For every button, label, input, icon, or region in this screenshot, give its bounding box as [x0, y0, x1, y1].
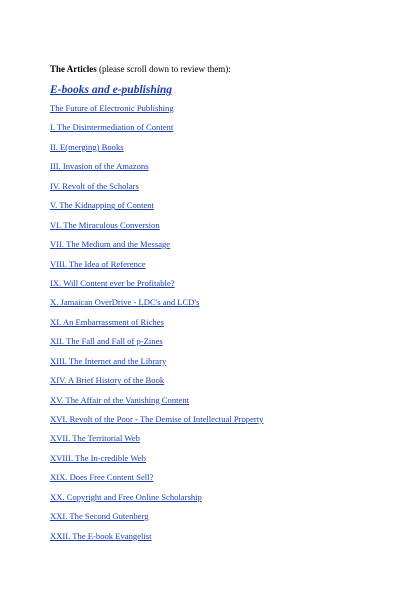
- list-item: [50, 142, 263, 161]
- article-link[interactable]: III. Invasion of the Amazons: [50, 161, 149, 172]
- list-item: [50, 453, 263, 472]
- list-item: [50, 259, 263, 278]
- list-item: [50, 103, 263, 122]
- article-link[interactable]: IV. Revolt of the Scholars: [50, 180, 139, 191]
- list-item: [50, 278, 263, 297]
- article-link[interactable]: XIV. A Brief History of the Book: [50, 375, 165, 386]
- list-item: [50, 161, 263, 180]
- list-item: [50, 239, 263, 258]
- section-heading-link[interactable]: E-books and e-publishing: [50, 84, 173, 96]
- article-link[interactable]: X. Jamaican OverDrive - LDC's and LCD's: [50, 297, 200, 308]
- article-link[interactable]: XIII. The Internet and the Library: [50, 355, 167, 366]
- article-link[interactable]: VIII. The Idea of Reference: [50, 258, 146, 269]
- article-link[interactable]: XVIII. The In-credible Web: [50, 452, 146, 463]
- article-link[interactable]: XXII. The E-book Evangelist: [50, 530, 152, 541]
- list-item: [50, 122, 263, 141]
- article-link[interactable]: VII. The Medium and the Message: [50, 239, 171, 250]
- article-link[interactable]: II. E(merging) Books: [50, 141, 124, 152]
- articles-intro-text: (please scroll down to review them):: [96, 64, 231, 74]
- article-link[interactable]: XII. The Fall and Fall of p-Zines: [50, 336, 163, 347]
- list-item: [50, 297, 263, 316]
- list-item: [50, 433, 263, 452]
- article-link[interactable]: XVII. The Territorial Web: [50, 433, 140, 444]
- list-item: [50, 492, 263, 511]
- article-link[interactable]: VI. The Miraculous Conversion: [50, 219, 160, 230]
- article-link[interactable]: XXI. The Second Gutenberg: [50, 511, 149, 522]
- article-list: [50, 103, 263, 550]
- list-item: [50, 531, 263, 550]
- article-link[interactable]: XVI. Revolt of the Poor - The Demise of Intellectual Property: [50, 414, 264, 424]
- list-item: [50, 414, 263, 433]
- article-link[interactable]: XV. The Affair of the Vanishing Content: [50, 394, 190, 405]
- article-link[interactable]: The Future of Electronic Publishing: [50, 103, 174, 113]
- list-item: [50, 511, 263, 530]
- list-item: [50, 200, 263, 219]
- list-item: [50, 220, 263, 239]
- list-item: [50, 356, 263, 375]
- article-link[interactable]: XX. Copyright and Free Online Scholarship: [50, 491, 202, 502]
- article-link[interactable]: XI. An Embarrassment of Riches: [50, 316, 164, 327]
- articles-intro-lead: The Articles: [50, 64, 97, 74]
- list-item: [50, 181, 263, 200]
- article-link[interactable]: XIX. Does Free Content Sell?: [50, 472, 154, 483]
- list-item: [50, 472, 263, 491]
- articles-intro: [50, 64, 231, 75]
- article-link[interactable]: IX. Will Content ever be Profitable?: [50, 277, 175, 288]
- list-item: [50, 317, 263, 336]
- article-link[interactable]: I. The Disintermediation of Content: [50, 122, 174, 133]
- list-item: [50, 375, 263, 394]
- article-link[interactable]: V. The Kidnapping of Content: [50, 200, 154, 211]
- list-item: [50, 395, 263, 414]
- list-item: [50, 336, 263, 355]
